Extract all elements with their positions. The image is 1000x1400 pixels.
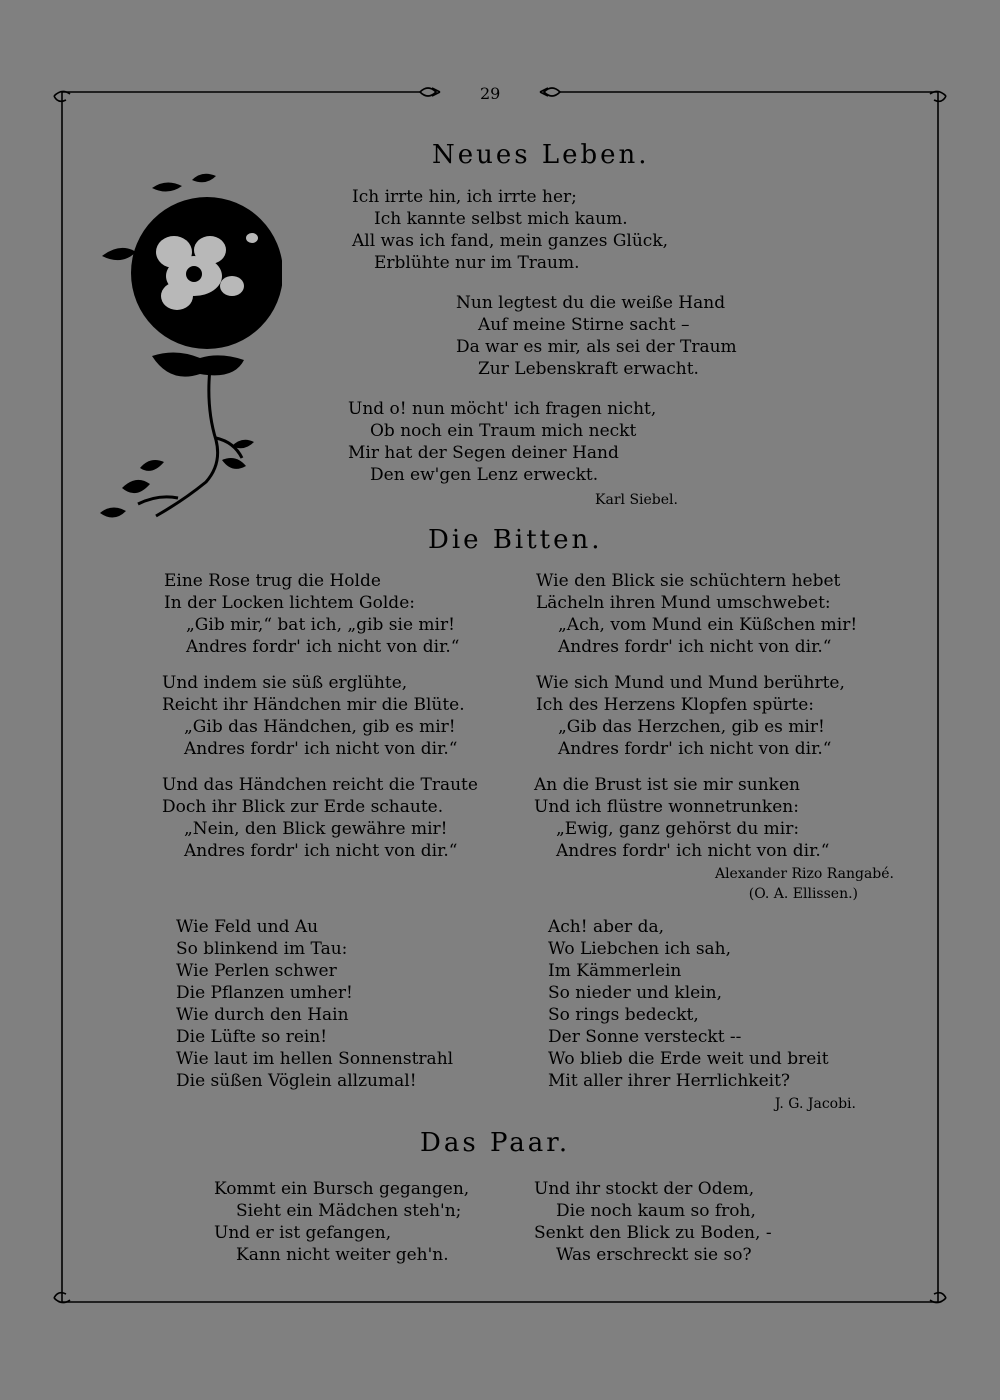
poem-line: Mir hat der Segen deiner Hand: [348, 443, 619, 463]
poem-title-das-paar: Das Paar.: [420, 1128, 571, 1158]
stanza: [164, 570, 459, 658]
poem-line: „Gib das Händchen, gib es mir!: [184, 717, 456, 737]
poem-line: Eine Rose trug die Holde: [164, 571, 381, 591]
stanza: [162, 774, 478, 862]
poem-line: Und das Händchen reicht die Traute: [162, 775, 478, 795]
poem-line: So blinkend im Tau:: [176, 939, 348, 959]
poem-line: Ob noch ein Traum mich neckt: [370, 421, 637, 441]
poem-line: In der Locken lichtem Golde:: [164, 593, 415, 613]
poem-line: Kann nicht weiter geh'n.: [236, 1245, 449, 1265]
poem-line: Wie durch den Hain: [176, 1005, 349, 1025]
poem-line: Andres fordr' ich nicht von dir.“: [184, 841, 458, 861]
poem-line: Wo Liebchen ich sah,: [548, 939, 732, 959]
poem-line: Da war es mir, als sei der Traum: [456, 337, 737, 357]
poem-line: Reicht ihr Händchen mir die Blüte.: [162, 695, 465, 715]
poem-line: Und er ist gefangen,: [214, 1223, 392, 1243]
poem-line: Zur Lebenskraft erwacht.: [478, 359, 699, 379]
stanza: [162, 672, 465, 760]
poem-line: Im Kämmerlein: [548, 961, 682, 981]
poem-line: Wie laut im hellen Sonnenstrahl: [176, 1049, 454, 1069]
poem-line: Doch ihr Blick zur Erde schaute.: [162, 797, 444, 817]
poem-line: Nun legtest du die weiße Hand: [456, 293, 726, 313]
poem-line: Wie sich Mund und Mund berührte,: [536, 673, 845, 693]
poem-line: Andres fordr' ich nicht von dir.“: [184, 739, 458, 759]
stanza: [456, 292, 737, 380]
poem-line: Der Sonne versteckt --: [548, 1027, 742, 1047]
stanza: [176, 916, 453, 1092]
poem-line: Mit aller ihrer Herrlichkeit?: [548, 1071, 791, 1091]
stanza: [548, 916, 829, 1092]
poem-line: Den ew'gen Lenz erweckt.: [370, 465, 599, 485]
poem-line: Und o! nun möcht' ich fragen nicht,: [348, 399, 657, 419]
poem-line: „Ewig, ganz gehörst du mir:: [556, 819, 800, 839]
poem-line: Und indem sie süß erglühte,: [162, 673, 408, 693]
poem-title-neues-leben: Neues Leben.: [432, 140, 650, 170]
poem-line: All was ich fand, mein ganzes Glück,: [352, 231, 669, 251]
poem-line: Senkt den Blick zu Boden, -: [534, 1223, 772, 1243]
stanza: [536, 672, 845, 760]
poem-line: An die Brust ist sie mir sunken: [534, 775, 800, 795]
poem-line: Wo blieb die Erde weit und breit: [548, 1049, 829, 1069]
stanza: [352, 186, 668, 274]
poem-line: Ich des Herzens Klopfen spürte:: [536, 695, 815, 715]
page-number: 29: [480, 84, 501, 103]
poem-line: Wie Perlen schwer: [176, 961, 337, 981]
stanza: [214, 1178, 469, 1266]
poem-line: Die Pflanzen umher!: [176, 983, 353, 1003]
poem-line: „Gib mir,“ bat ich, „gib sie mir!: [186, 615, 455, 635]
stanza: [536, 570, 857, 658]
poem-line: Die süßen Vöglein allzumal!: [176, 1071, 417, 1091]
poem-line: Und ich flüstre wonnetrunken:: [534, 797, 799, 817]
poem-line: „Gib das Herzchen, gib es mir!: [558, 717, 825, 737]
poem-line: Wie Feld und Au: [176, 917, 319, 937]
poem-line: Andres fordr' ich nicht von dir.“: [558, 739, 832, 759]
poem-line: So nieder und klein,: [548, 983, 722, 1003]
stanza: [348, 398, 656, 486]
poem-translator: (O. A. Ellissen.): [748, 886, 858, 902]
poem-line: Wie den Blick sie schüchtern hebet: [536, 571, 841, 591]
poem-line: Andres fordr' ich nicht von dir.“: [556, 841, 830, 861]
poem-line: Erblühte nur im Traum.: [374, 253, 580, 273]
poem-line: „Nein, den Blick gewähre mir!: [184, 819, 448, 839]
poem-line: Die Lüfte so rein!: [176, 1027, 328, 1047]
poem-line: „Ach, vom Mund ein Küßchen mir!: [558, 615, 858, 635]
stanza: [534, 1178, 772, 1266]
poem-line: Ach! aber da,: [548, 917, 665, 937]
stanza: [534, 774, 829, 862]
poem-line: Was erschreckt sie so?: [556, 1245, 752, 1265]
poem-line: Die noch kaum so froh,: [556, 1201, 756, 1221]
poem-line: So rings bedeckt,: [548, 1005, 699, 1025]
poem-author: J. G. Jacobi.: [774, 1096, 856, 1112]
poem-title-die-bitten: Die Bitten.: [428, 525, 603, 555]
poem-line: Ich irrte hin, ich irrte her;: [352, 187, 577, 207]
flower-illustration-icon: [82, 168, 282, 543]
poem-line: Lächeln ihren Mund umschwebet:: [536, 593, 831, 613]
poem-line: Andres fordr' ich nicht von dir.“: [186, 637, 460, 657]
poem-line: Andres fordr' ich nicht von dir.“: [558, 637, 832, 657]
poem-line: Sieht ein Mädchen steh'n;: [236, 1201, 462, 1221]
poem-author: Karl Siebel.: [595, 492, 678, 508]
poem-line: Auf meine Stirne sacht –: [478, 315, 690, 335]
poem-author: Alexander Rizo Rangabé.: [714, 866, 894, 882]
poem-line: Und ihr stockt der Odem,: [534, 1179, 755, 1199]
poem-line: Kommt ein Bursch gegangen,: [214, 1179, 470, 1199]
poem-line: Ich kannte selbst mich kaum.: [374, 209, 628, 229]
